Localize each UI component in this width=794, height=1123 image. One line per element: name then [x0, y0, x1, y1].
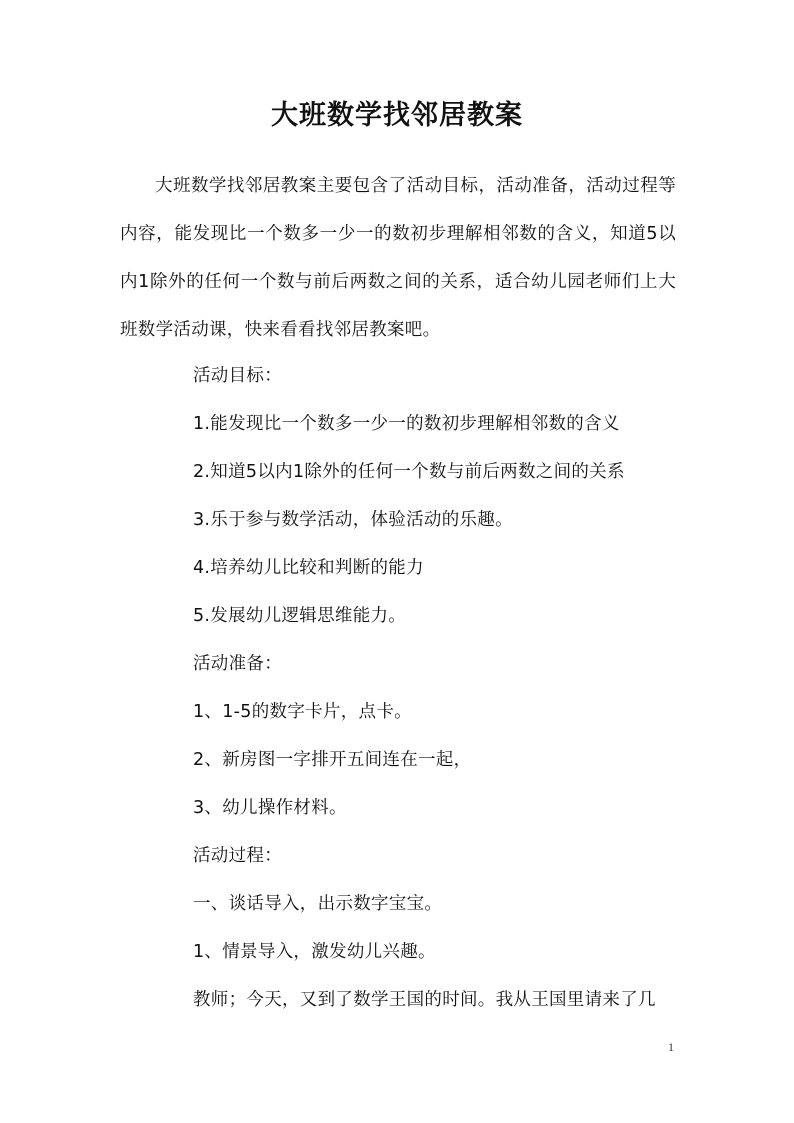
section-heading-preparation: 活动准备：	[193, 654, 282, 674]
teacher-dialogue: 教师；今天，又到了数学王国的时间。我从王国里请来了几	[193, 990, 656, 1010]
goal-item: 3.乐于参与数学活动，体验活动的乐趣。	[193, 510, 513, 530]
goal-item: 2.知道5以内1除外的任何一个数与前后两数之间的关系	[193, 462, 625, 482]
document-title: 大班数学找邻居教案	[271, 100, 523, 131]
intro-paragraph: 大班数学找邻居教案主要包含了活动目标，活动准备，活动过程等内容，能发现比一个数多一少一的数初步理解相邻数的含义，知道5以内1除外的任何一个数与前后两数之间的关系，适合幼儿园老师们上大班数学活动课，快来看看找邻居教案吧。	[120, 176, 676, 340]
preparation-item: 3、幼儿操作材料。	[193, 798, 347, 818]
page-number: 1	[668, 1040, 674, 1054]
goal-item: 4.培养幼儿比较和判断的能力	[193, 558, 424, 578]
goal-item: 5.发展幼儿逻辑思维能力。	[193, 606, 407, 626]
section-heading-goals: 活动目标：	[193, 366, 282, 386]
preparation-item: 2、新房图一字排开五间连在一起，	[193, 750, 472, 770]
process-step: 一、谈话导入，出示数字宝宝。	[193, 894, 443, 914]
process-step: 1、情景导入，激发幼儿兴趣。	[193, 942, 436, 962]
section-heading-process: 活动过程：	[193, 846, 282, 866]
goal-item: 1.能发现比一个数多一少一的数初步理解相邻数的含义	[193, 414, 620, 434]
preparation-item: 1、1-5的数字卡片，点卡。	[193, 702, 412, 722]
